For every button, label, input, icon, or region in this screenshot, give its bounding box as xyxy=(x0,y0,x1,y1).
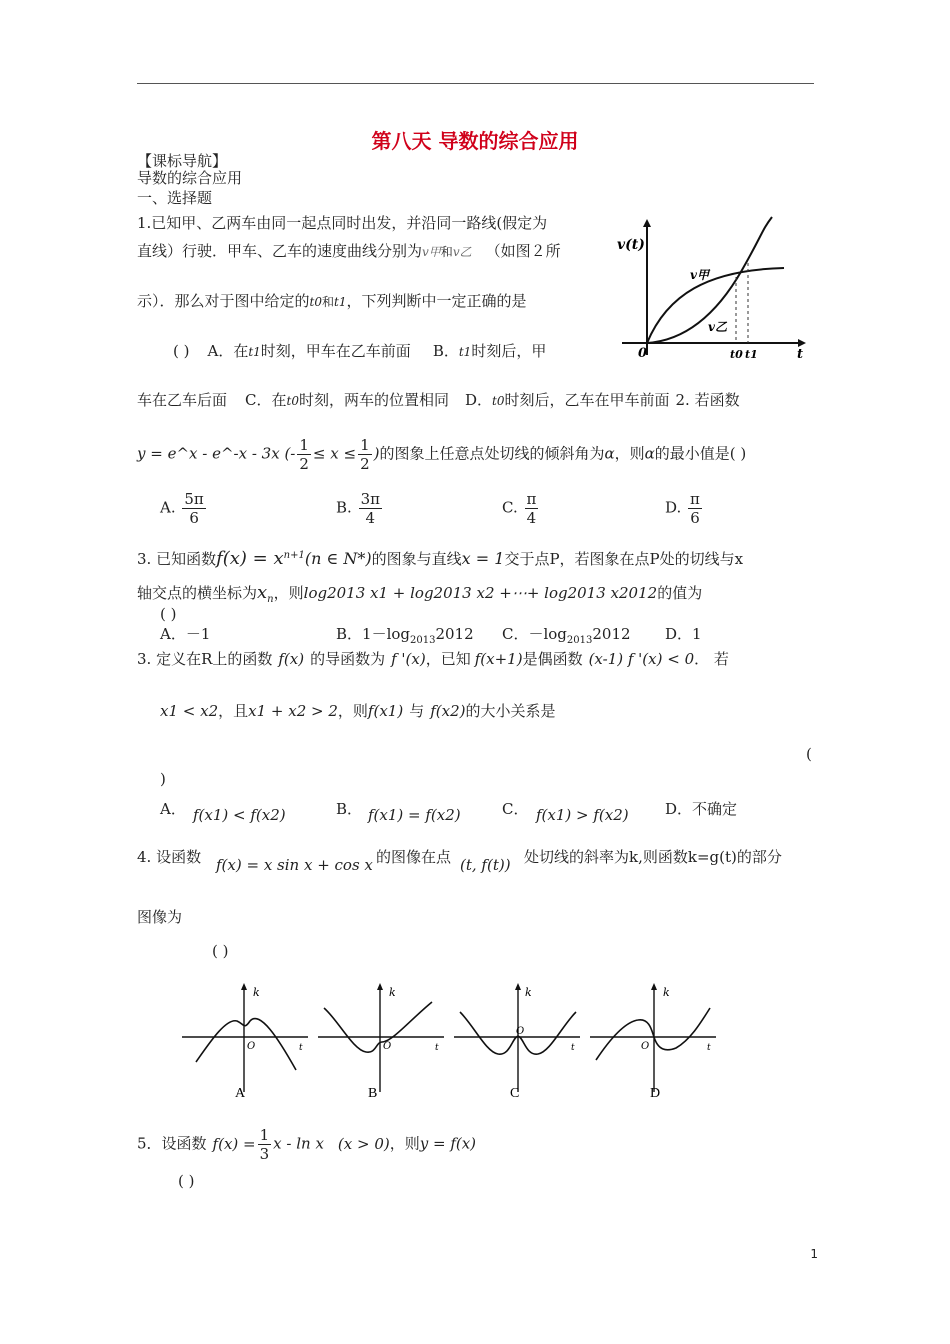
q2-option-d: D. $\frac{\pi}{6}$ xyxy=(665,490,700,527)
q3a-option-b: B．$1-\log_{2013}2012$ xyxy=(336,625,474,646)
graph-c xyxy=(454,983,580,1101)
q4-line2: 图像为 xyxy=(137,908,183,926)
origin-label: 0 xyxy=(638,346,648,361)
q4-line1: 4. 设函数 xyxy=(137,848,202,866)
q3a-line2: 轴交点的横坐标为$x_n$，则log2013 x1 + log2013 x2 +⋯+ log2013 x2012的值为 xyxy=(137,582,703,605)
q3b-option-d: D．不确定 xyxy=(665,800,738,818)
q3a-option-a: A．－1 xyxy=(160,625,211,643)
velocity-figure xyxy=(612,215,812,365)
graph-d-label: D xyxy=(650,1086,661,1101)
q3b-option-c: C． xyxy=(502,800,529,818)
graph-d-o: O xyxy=(641,1041,650,1052)
v-yi-label: v乙 xyxy=(708,320,727,334)
q3a-line1: 3. 已知函数$f(x) = x^{n+1}(n$ ∈ N*)的图象与直线x = 1交于点P，若图象在点P处的切线与x xyxy=(137,548,744,569)
graph-a-label: A xyxy=(235,1086,246,1101)
graph-c-o: O xyxy=(516,1026,525,1037)
page-title: 第八天 导数的综合应用 xyxy=(371,129,579,153)
q3b-option-a-math: f(x1) < f(x2) xyxy=(193,806,286,824)
q3a-option-c: C．$-\log_{2013}2012$ xyxy=(502,625,631,646)
graph-a-k: k xyxy=(253,986,260,999)
q1-line1: 1.已知甲、乙两车由同一起点同时出发，并沿同一路线(假定为 xyxy=(137,214,548,232)
section-heading: 一、选择题 xyxy=(137,189,213,207)
page-number: 1 xyxy=(810,1247,818,1261)
q3a-paren: ( ) xyxy=(160,605,177,623)
graph-c-t: t xyxy=(571,1043,575,1053)
q3a-option-d: D．1 xyxy=(665,625,702,643)
graph-c-label: C xyxy=(510,1086,520,1101)
graph-d xyxy=(590,983,716,1101)
graph-b-o: O xyxy=(383,1041,392,1052)
nav-topic: 导数的综合应用 xyxy=(137,169,243,187)
q1-options-ab: ( ) A．在t1时刻，甲车在乙车前面 B．t1时刻后，甲 xyxy=(173,342,547,360)
q2-option-c: C. $\frac{\pi}{4}$ xyxy=(502,490,537,527)
graph-d-k: k xyxy=(663,986,670,999)
graph-a-t: t xyxy=(299,1043,303,1053)
v-jia-label: v甲 xyxy=(690,268,709,282)
q3b-line2: x1 < x2，且x1 + x2 > 2，则f(x1) 与 f(x2)的大小关系是 xyxy=(160,702,556,720)
q1-line2: 直线）行驶．甲车、乙车的速度曲线分别为v甲和v乙 （如图２所 xyxy=(137,242,561,260)
q4-line1b: 的图像在点 xyxy=(376,848,452,866)
q2-option-a: A. $\frac{5\pi}{6}$ xyxy=(160,490,204,527)
q3b-paren-right: ) xyxy=(160,770,166,788)
q5-line1: 5．设函数 f(x) = $\frac{1}{3}$ x - ln x (x > 0)，则y = f(x) xyxy=(137,1126,477,1163)
q2-option-b: B. $\frac{3\pi}{4}$ xyxy=(336,490,380,527)
q3b-option-b-math: f(x1) = f(x2) xyxy=(368,806,461,824)
q3b-paren-left: ( xyxy=(806,745,812,763)
t0-label: t0 xyxy=(730,348,743,361)
nav-header: 【课标导航】 xyxy=(137,152,228,170)
q3b-option-c-math: f(x1) > f(x2) xyxy=(536,806,629,824)
graph-a-curve xyxy=(196,1019,296,1070)
graph-b-t: t xyxy=(435,1043,439,1053)
q1-line3: 示）．那么对于图中给定的t0和t1，下列判断中一定正确的是 xyxy=(137,292,527,310)
graph-b-label: B xyxy=(368,1086,378,1101)
t-label: t xyxy=(797,347,804,362)
q5-paren: ( ) xyxy=(178,1172,195,1190)
graph-a-o: O xyxy=(247,1041,256,1052)
q4-point: (t, f(t)) xyxy=(460,856,511,874)
q1-options-cd: 车在乙车后面 C．在t0时刻，两车的位置相同 D．t0时刻后，乙车在甲车前面 2. 若函数 xyxy=(137,391,740,409)
graph-b-k: k xyxy=(389,986,396,999)
graph-d-curve xyxy=(596,1008,710,1060)
t1-label: t1 xyxy=(745,348,758,361)
graph-a xyxy=(182,983,308,1101)
graph-b xyxy=(318,983,444,1101)
q2-stem: y = e^x - e^-x - 3x (- $\frac{1}{2}$ ≤ x ≤ $\frac{1}{2}$ )的图象上任意点处切线的倾斜角为α，则α的最小值是( ) xyxy=(137,436,747,473)
q4-paren: ( ) xyxy=(212,942,229,960)
graph-b-curve xyxy=(324,1002,432,1052)
q3b-option-b: B． xyxy=(336,800,363,818)
graph-c-k: k xyxy=(525,986,532,999)
q3b-option-a: A． xyxy=(160,800,186,818)
q4-func: f(x) = x sin x + cos x xyxy=(216,856,373,874)
q3b-line1: 3. 定义在R上的函数 f(x) 的导函数为 f '(x)，已知 f(x+1)是偶函数 (x-1) f '(x) < 0． 若 xyxy=(137,650,729,668)
v-label: v(t) xyxy=(617,237,645,253)
q4-line1c: 处切线的斜率为k,则函数k=g(t)的部分 xyxy=(524,848,782,866)
graph-d-t: t xyxy=(707,1043,711,1053)
header-rule xyxy=(137,83,814,84)
option-graphs xyxy=(178,980,728,1105)
